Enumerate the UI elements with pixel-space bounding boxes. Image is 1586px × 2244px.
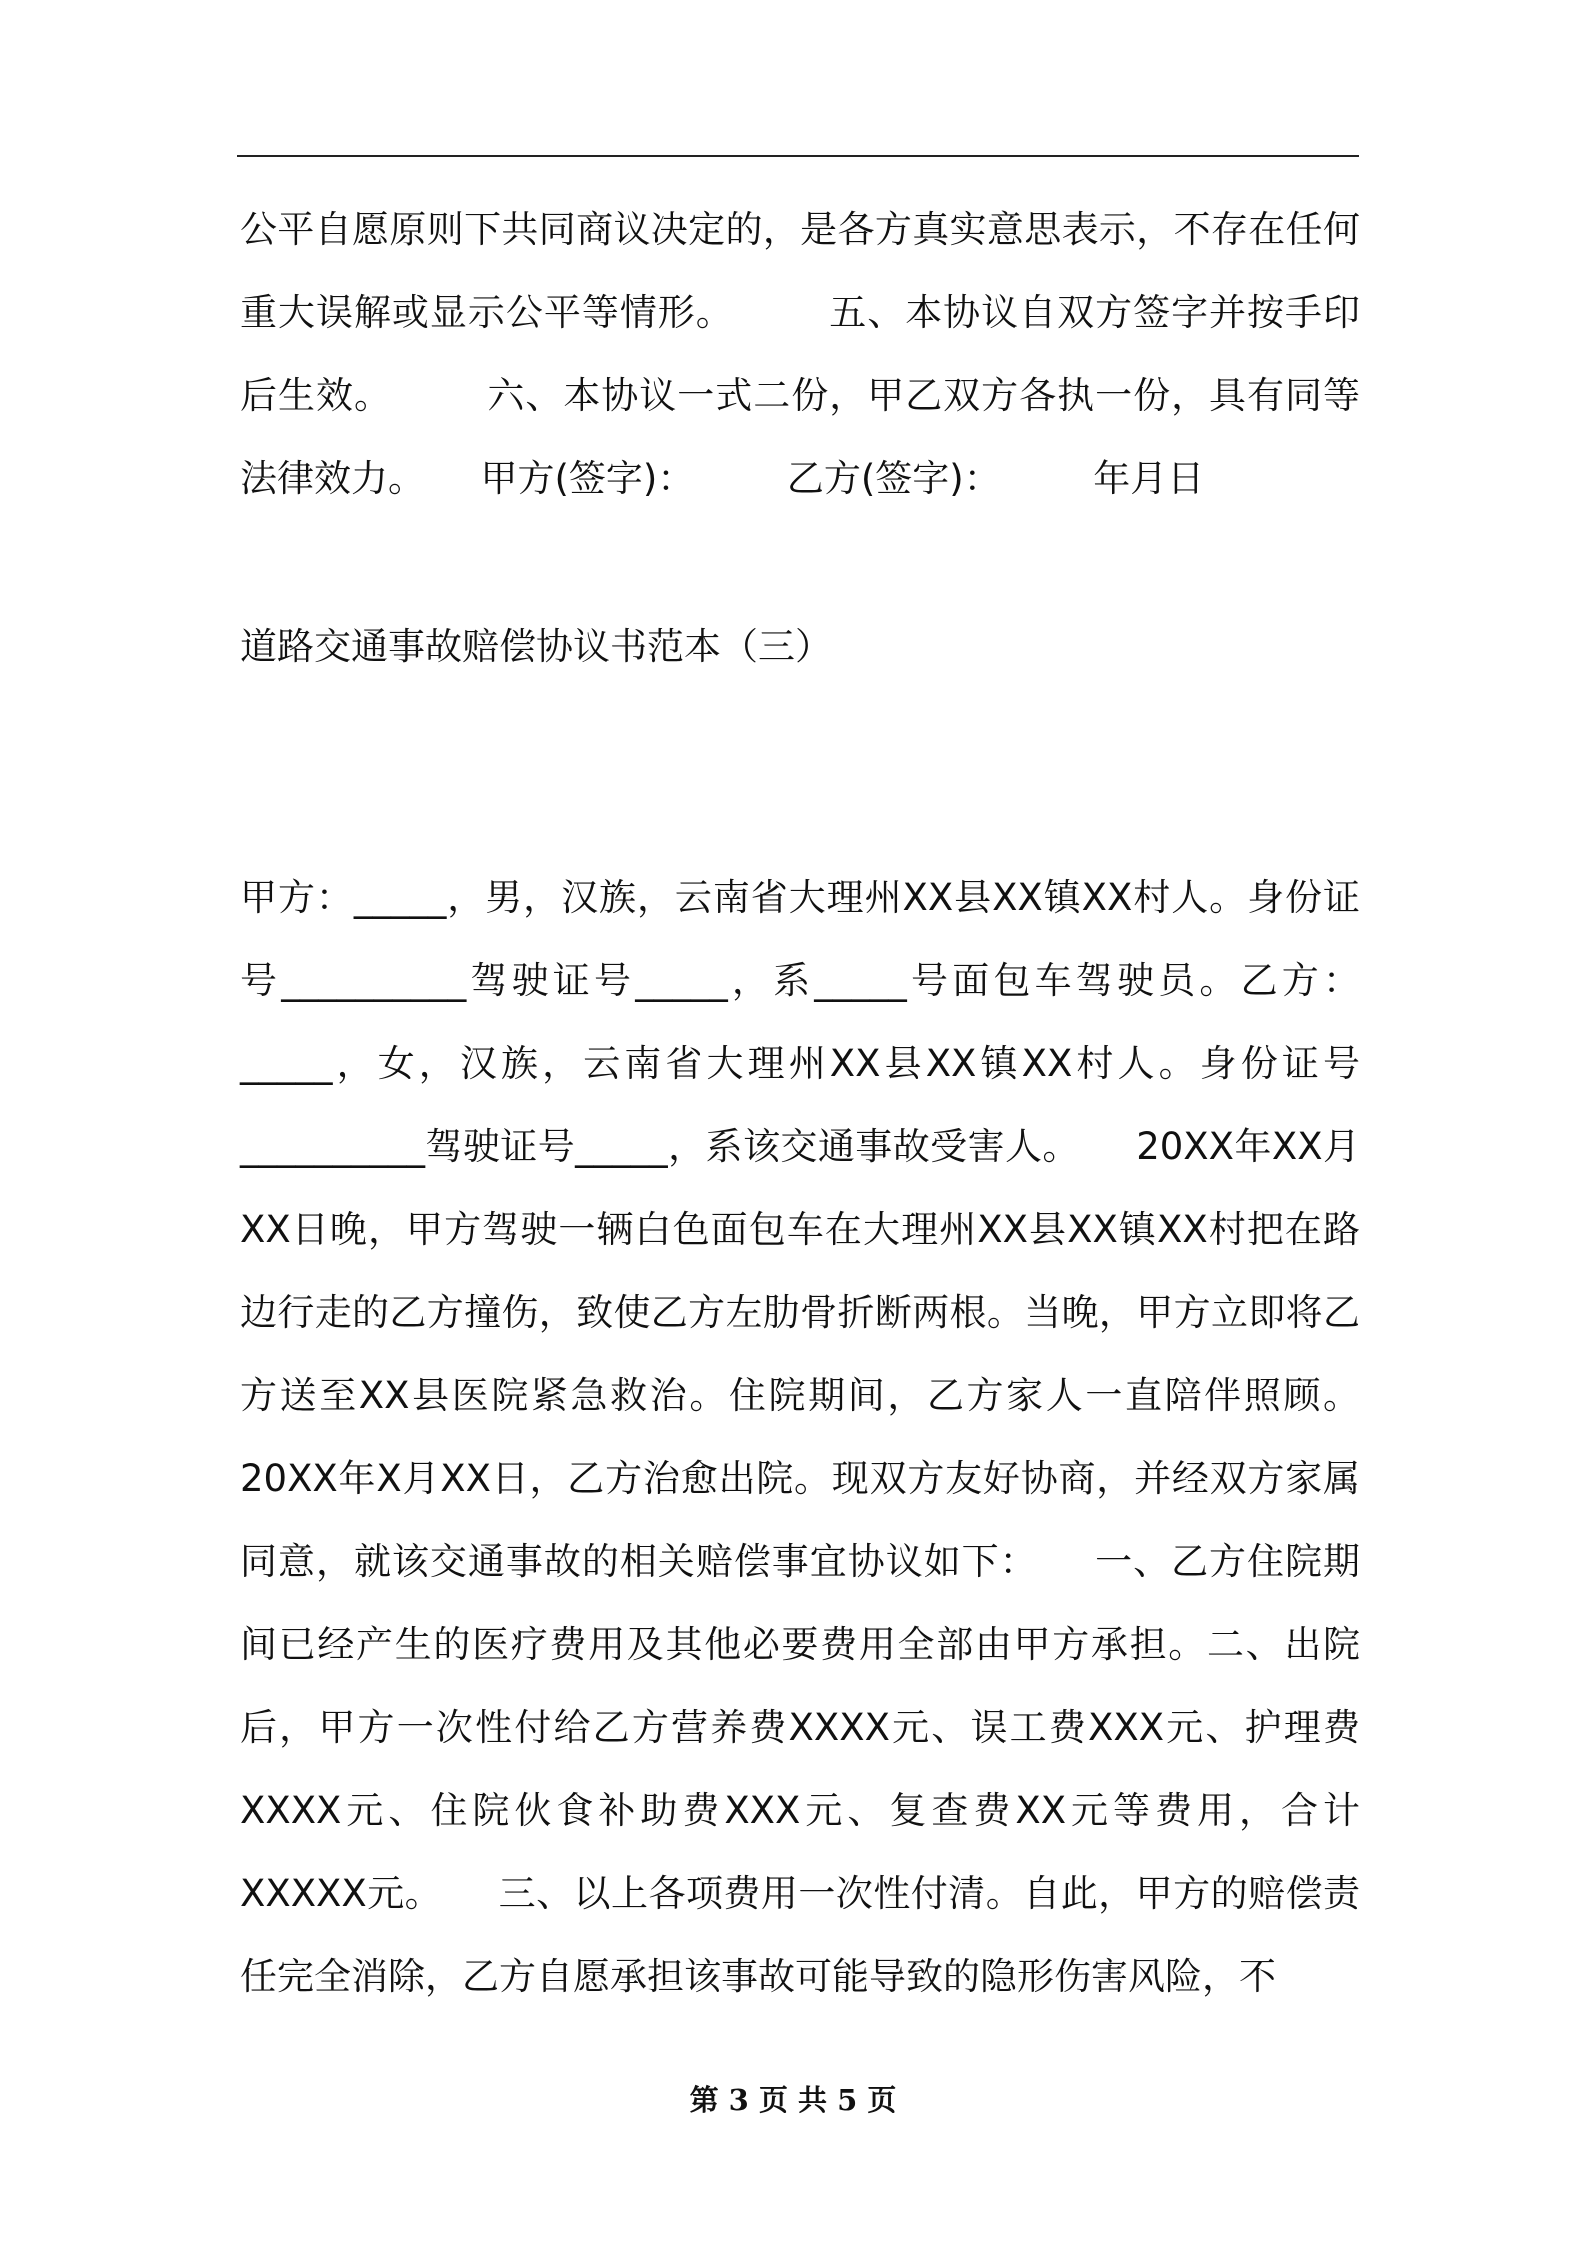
- paragraph-agreement-three: 甲方：_____，男，汉族，云南省大理州XX县XX镇XX村人。身份证号__________驾驶证号_____，系_____号面包车驾驶员。乙方：_____，女，汉族，云南省大理州XX县XX镇XX村人。身份证号__________驾驶证号_____，系该交通事故受害人。 20XX年XX月XX日晚，甲方驾驶一辆白色面包车在大理州XX县XX镇XX村把在路边行走的乙方撞伤，致使乙方左肋骨折断两根。当晚，甲方立即将乙方送至XX县医院紧急救治。住院期间，乙方家人一直陪伴照顾。20XX年X月XX日，乙方治愈出院。现双方友好协商，并经双方家属同意，就该交通事故的相关赔偿事宜协议如下： 一、乙方住院期间已经产生的医疗费用及其他必要费用全部由甲方承担。二、出院后，甲方一次性付给乙方营养费XXXX元、误工费XXX元、护理费XXXX元、住院伙食补助费XXX元、复查费XX元等费用，合计XXXXX元。 三、以上各项费用一次性付清。自此，甲方的赔偿责任完全消除，乙方自愿承担该事故可能导致的隐形伤害风险，不: [240, 876, 1360, 1998]
- paragraph-agreement-tail: 公平自愿原则下共同商议决定的，是各方真实意思表示，不存在任何重大误解或显示公平等情形。 五、本协议自双方签字并按手印后生效。 六、本协议一式二份，甲乙双方各执一份，具有同等法律效力。 甲方(签字)： 乙方(签字)： 年月日: [240, 208, 1360, 500]
- section-title: 道路交通事故赔偿协议书范本（三）: [240, 625, 832, 668]
- page-footer: 第 3 页 共 5 页: [689, 2083, 897, 2117]
- header-rule: [237, 155, 1359, 157]
